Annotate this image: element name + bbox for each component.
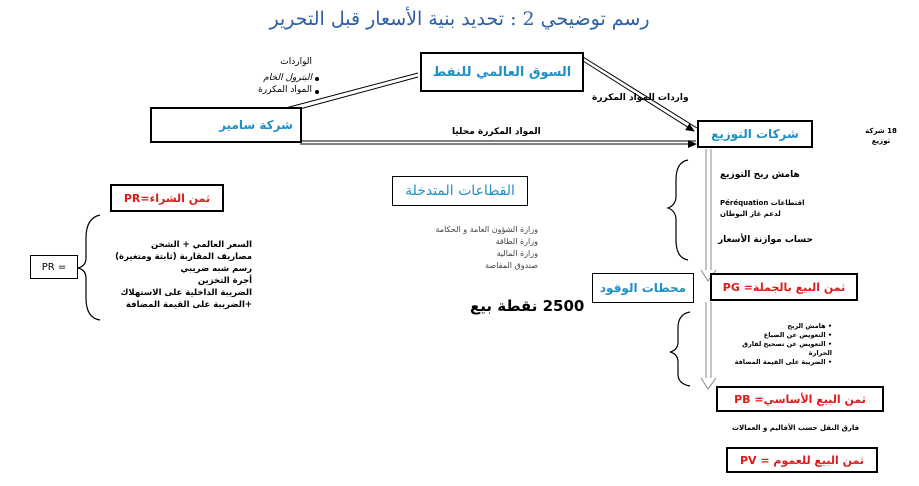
perequation-deductions: اقتطاعات Péréquation: [720, 199, 805, 207]
sectors-title: القطاعات المتدخلة: [405, 183, 515, 199]
distribution-box: [697, 120, 813, 148]
refined-imports-label: واردات المواد المكررة: [592, 93, 689, 103]
world-market-box: [420, 52, 584, 92]
pr-component: السعر العالمي + الشحن: [151, 240, 252, 250]
pg-component: • هامش الربح: [787, 322, 832, 330]
transport-difference: فارق النقل حسب الأقاليم و العمالات: [732, 424, 860, 432]
pg-components: [722, 322, 832, 367]
brace-pr: [78, 215, 100, 320]
pb-label: PB =ثمن البيع الأساسي: [734, 392, 866, 406]
sector-item: وزارة المالية: [496, 249, 538, 258]
distribution-margin: هامش ربح التوزيع: [720, 170, 800, 180]
sale-points: 2500 نقطة بيع: [470, 297, 585, 315]
pb-box: [716, 386, 884, 412]
pv-label: PV = ثمن البيع للعموم: [739, 453, 865, 467]
pg-component: • الضريبة على القيمة المضافة: [734, 358, 832, 366]
distribution-count: 18 شركة توزيع: [865, 127, 897, 145]
arrow-samir-to-distribution: [300, 141, 696, 144]
brace-distribution: [668, 160, 688, 260]
imports-item: البترول الخام: [263, 73, 312, 83]
pr-component: +الضريبة على القيمة المضافة: [125, 300, 252, 310]
imports-list: [230, 57, 312, 95]
price-equalization: حساب موازنة الأسعار: [718, 235, 813, 245]
pr-component: الضريبة الداخلية على الاستهلاك: [120, 288, 252, 298]
pr-components: [102, 239, 252, 311]
fuel-stations-box: [592, 273, 694, 303]
fuel-stations-label: محطات الوقود: [599, 281, 687, 295]
pv-box: [726, 447, 878, 473]
pg-component: • التعويض عن الضياع: [763, 331, 832, 339]
imports-item: المواد المكررة: [258, 85, 312, 95]
samir-label: شركة سامير: [219, 118, 293, 132]
sector-item: صندوق المقاصة: [485, 261, 538, 270]
refined-local-label: المواد المكررة محليا: [452, 127, 541, 137]
arrow-pg-to-pb: [701, 302, 716, 389]
pr-component: رسم شبه ضريبي: [180, 264, 252, 274]
sector-item: وزارة الطاقة: [495, 237, 538, 246]
sectors-box: [392, 176, 528, 206]
pr-component: مصاريف المقاربة (ثابتة ومتغيرة): [115, 252, 252, 262]
pg-component: • التعويض عن تصحيح لفارق الحرارة: [742, 340, 832, 357]
imports-heading: الواردات: [280, 57, 312, 67]
pg-label: PG =ثمن البيع بالجملة: [722, 280, 846, 294]
sector-item: وزارة الشؤون العامة و الحكامة: [435, 225, 538, 234]
pr-component: أجرة التخزين: [197, 276, 252, 286]
purchase-price-box: [110, 184, 224, 212]
pg-box: [710, 273, 858, 301]
butane-support: لدعم غاز البوطان: [720, 210, 781, 218]
pr-box: [30, 255, 78, 279]
world-market-label: السوق العالمي للنفط: [432, 64, 572, 80]
page-title: رسم توضيحي 2 : تحديد بنية الأسعار قبل التحرير: [269, 8, 650, 30]
purchase-price-label: ثمن الشراء=PR: [123, 191, 211, 205]
distribution-label: شركات التوزيع: [711, 127, 799, 141]
samir-box: [150, 107, 302, 143]
brace-pg: [670, 312, 690, 386]
pr-label: PR =: [41, 261, 67, 273]
sectors-list: [376, 224, 538, 272]
arrow-distribution-to-stations: [701, 149, 716, 281]
